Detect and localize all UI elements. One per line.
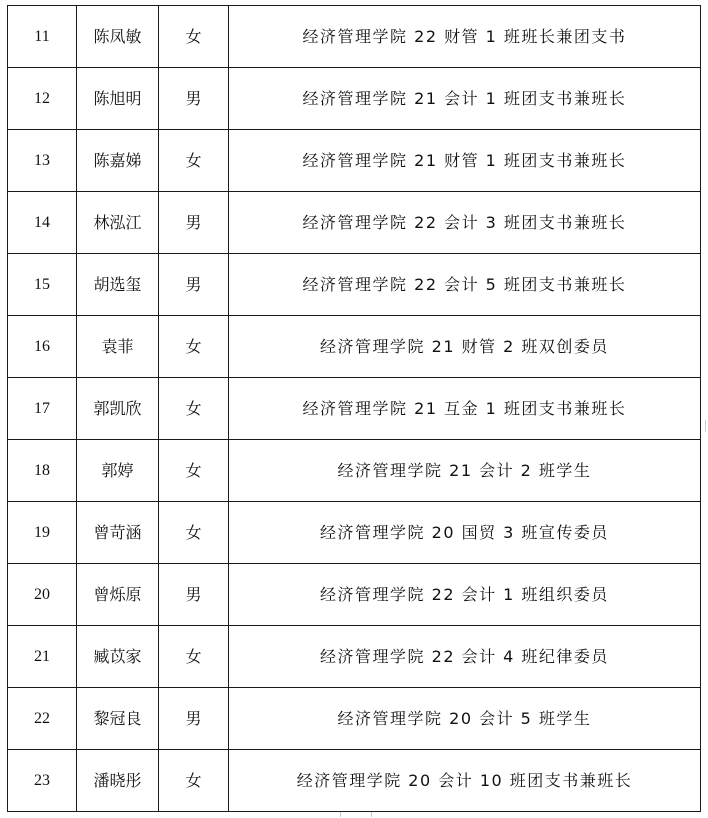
student-name: 林泓江 [77, 192, 159, 254]
student-position: 经济管理学院 20 会计 10 班团支书兼班长 [229, 750, 701, 812]
row-number: 11 [8, 6, 77, 68]
student-name: 臧苡家 [77, 626, 159, 688]
table-row [8, 130, 701, 192]
roster-body [8, 6, 701, 812]
row-number: 20 [8, 564, 77, 626]
student-name: 郭婷 [77, 440, 159, 502]
table-row [8, 254, 701, 316]
table-row [8, 440, 701, 502]
student-name: 曾烁原 [77, 564, 159, 626]
table-row [8, 68, 701, 130]
student-position: 经济管理学院 21 会计 1 班团支书兼班长 [229, 68, 701, 130]
student-position: 经济管理学院 21 财管 2 班双创委员 [229, 316, 701, 378]
table-row [8, 564, 701, 626]
row-number: 19 [8, 502, 77, 564]
row-number: 14 [8, 192, 77, 254]
student-gender: 女 [159, 6, 229, 68]
student-name: 胡选玺 [77, 254, 159, 316]
student-gender: 女 [159, 316, 229, 378]
student-gender: 女 [159, 502, 229, 564]
row-number: 12 [8, 68, 77, 130]
student-gender: 男 [159, 68, 229, 130]
student-gender: 男 [159, 688, 229, 750]
student-gender: 女 [159, 626, 229, 688]
student-position: 经济管理学院 21 会计 2 班学生 [229, 440, 701, 502]
row-number: 17 [8, 378, 77, 440]
table-row [8, 316, 701, 378]
student-gender: 女 [159, 378, 229, 440]
table-row [8, 688, 701, 750]
table-row [8, 626, 701, 688]
student-position: 经济管理学院 20 会计 5 班学生 [229, 688, 701, 750]
row-number: 15 [8, 254, 77, 316]
table-row [8, 750, 701, 812]
roster-table [7, 5, 701, 812]
student-gender: 女 [159, 750, 229, 812]
table-row [8, 192, 701, 254]
student-name: 郭凯欣 [77, 378, 159, 440]
student-position: 经济管理学院 22 会计 4 班纪律委员 [229, 626, 701, 688]
student-position: 经济管理学院 22 会计 1 班组织委员 [229, 564, 701, 626]
student-name: 曾苛涵 [77, 502, 159, 564]
student-position: 经济管理学院 22 财管 1 班班长兼团支书 [229, 6, 701, 68]
page-bottom-mark [340, 812, 372, 817]
student-gender: 男 [159, 254, 229, 316]
student-position: 经济管理学院 22 会计 5 班团支书兼班长 [229, 254, 701, 316]
row-number: 21 [8, 626, 77, 688]
student-position: 经济管理学院 21 互金 1 班团支书兼班长 [229, 378, 701, 440]
student-gender: 男 [159, 564, 229, 626]
table-row [8, 378, 701, 440]
row-number: 23 [8, 750, 77, 812]
student-position: 经济管理学院 22 会计 3 班团支书兼班长 [229, 192, 701, 254]
table-row [8, 502, 701, 564]
table-row [8, 6, 701, 68]
row-number: 13 [8, 130, 77, 192]
student-name: 潘晓彤 [77, 750, 159, 812]
row-number: 18 [8, 440, 77, 502]
student-gender: 男 [159, 192, 229, 254]
student-name: 黎冠良 [77, 688, 159, 750]
student-name: 袁菲 [77, 316, 159, 378]
student-name: 陈旭明 [77, 68, 159, 130]
page-edge-mark [705, 420, 706, 432]
student-name: 陈嘉娣 [77, 130, 159, 192]
student-gender: 女 [159, 440, 229, 502]
student-position: 经济管理学院 21 财管 1 班团支书兼班长 [229, 130, 701, 192]
student-position: 经济管理学院 20 国贸 3 班宣传委员 [229, 502, 701, 564]
row-number: 16 [8, 316, 77, 378]
row-number: 22 [8, 688, 77, 750]
student-gender: 女 [159, 130, 229, 192]
student-name: 陈凤敏 [77, 6, 159, 68]
